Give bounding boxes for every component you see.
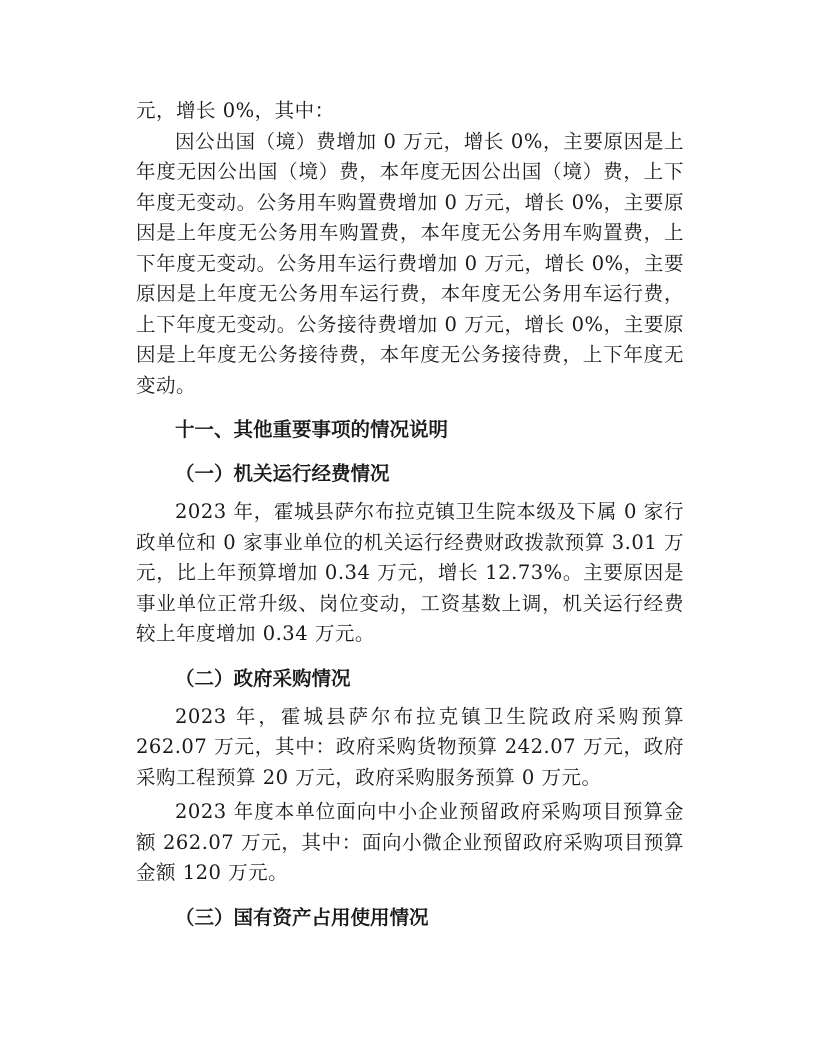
paragraph-procurement-budget: 2023 年，霍城县萨尔布拉克镇卫生院政府采购预算 262.07 万元，其中：政府采购货物预算 242.07 万元，政府采购工程预算 20 万元，政府采购服务预算 0 万元。 bbox=[136, 704, 684, 789]
paragraph-sme-procurement: 2023 年度本单位面向中小企业预留政府采购项目预算金额 262.07 万元，其中：面向小微企业预留政府采购项目预算金额 120 万元。 bbox=[136, 800, 684, 884]
section-heading-other-matters: 十一、其他重要事项的情况说明 bbox=[175, 418, 449, 441]
subheading-state-assets: （三）国有资产占用使用情况 bbox=[175, 905, 429, 929]
subheading-operating-expenses: （一）机关运行经费情况 bbox=[175, 462, 390, 485]
document-page bbox=[136, 96, 684, 941]
subheading-government-procurement: （二）政府采购情况 bbox=[175, 666, 351, 690]
paragraph-three-public-expenses: 因公出国（境）费增加 0 万元，增长 0%，主要原因是上年度无因公出国（境）费，本年度无因公出国（境）费，上下年度无变动。公务用车购置费增加 0 万元，增长 0%，主要原因是上年度无公务用车购置费，本年度无公务用车购置费，上下年度无变动。公务用车运行费增加 0 万元，增长 0%，主要原因是上年度无公务用车运行费，本年度无公务用车运行费，上下年度无变动。公务接待费增加 0 万元，增长 0%，主要原因是上年度无公务接待费，本年度无公务接待费，上下年度无变动。 bbox=[136, 129, 684, 397]
paragraph-continuation: 元，增长 0%，其中： bbox=[136, 99, 335, 122]
paragraph-operating-expenses: 2023 年，霍城县萨尔布拉克镇卫生院本级及下属 0 家行政单位和 0 家事业单位的机关运行经费财政拨款预算 3.01 万元，比上年预算增加 0.34 万元，增长 12.73%。主要原因是事业单位正常升级、岗位变动，工资基数上调，机关运行经费较上年度增加 0.34 万元。 bbox=[136, 500, 684, 645]
